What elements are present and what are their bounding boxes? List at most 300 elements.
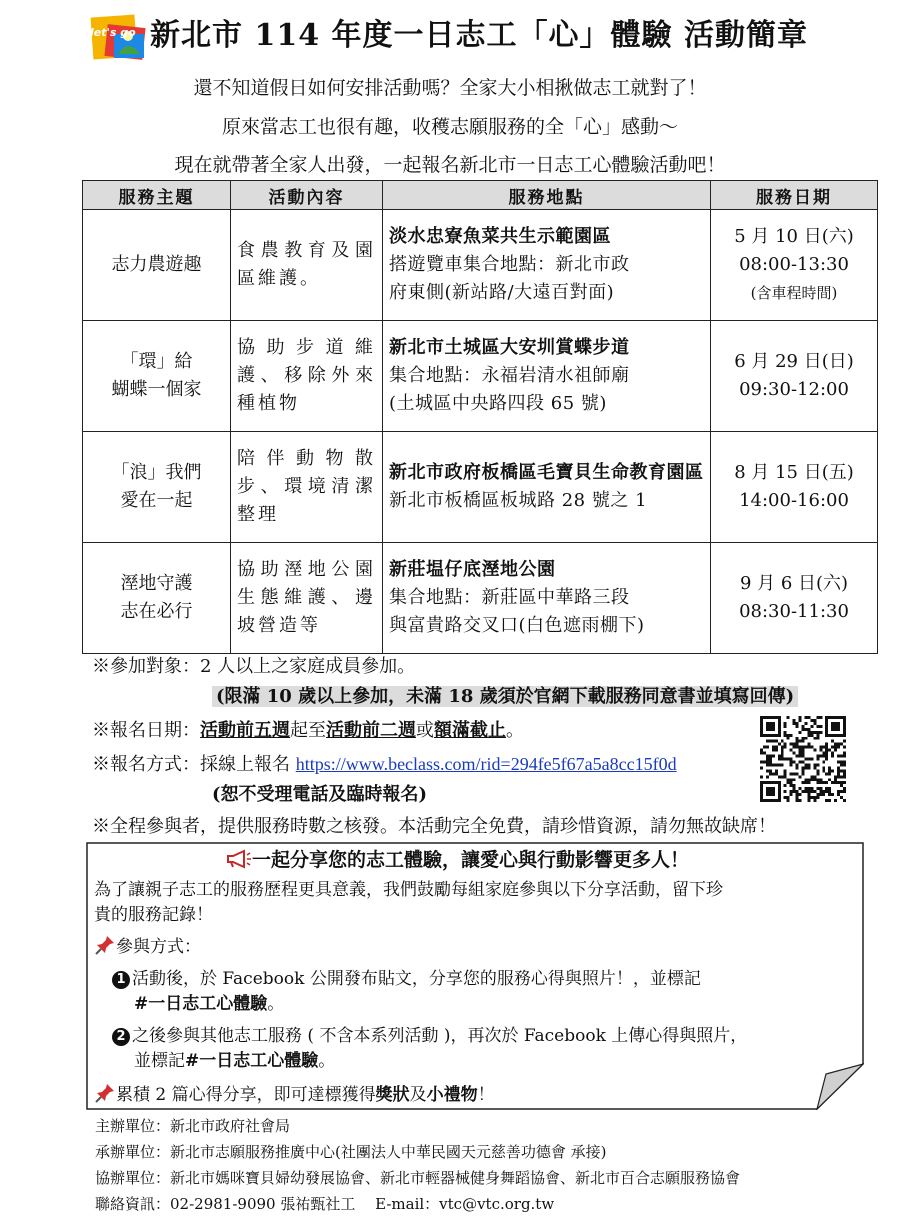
qr-module	[799, 799, 802, 802]
qr-module	[799, 716, 802, 719]
qr-module	[769, 728, 772, 731]
time-text: 14:00-16:00	[739, 490, 849, 511]
page-title: 新北市 114 年度一日志工「心」體驗 活動簡章	[150, 18, 808, 53]
qr-module	[834, 722, 837, 725]
qr-module	[843, 760, 846, 763]
qr-module	[840, 790, 843, 793]
qr-module	[772, 749, 775, 752]
qr-module	[799, 755, 802, 758]
place-cell	[383, 543, 711, 654]
qr-module	[813, 796, 816, 799]
qr-module	[825, 772, 828, 775]
theme-text: 志力農遊趣	[111, 254, 202, 275]
qr-module	[775, 769, 778, 772]
footer-co-organizer: 協辦單位：新北市媽咪寶貝婦幼發展協會、新北市輕器械健身舞蹈協會、新北市百合志願服務協會	[95, 1169, 741, 1187]
qr-module	[793, 778, 796, 781]
place-detail: 集合地點：永福岩清水祖師廟	[389, 365, 630, 386]
theme-text: 志在必行	[120, 601, 193, 622]
qr-module	[837, 722, 840, 725]
qr-module	[781, 775, 784, 778]
qr-module	[816, 781, 819, 784]
qr-module	[778, 796, 781, 799]
qr-module	[772, 793, 775, 796]
qr-module	[763, 746, 766, 749]
qr-module	[843, 740, 846, 743]
qr-module	[822, 746, 825, 749]
qr-module	[763, 734, 766, 737]
qr-module	[837, 746, 840, 749]
qr-module	[819, 749, 822, 752]
qr-module	[834, 734, 837, 737]
qr-module	[781, 740, 784, 743]
registration-date-note	[92, 718, 524, 744]
svg-text:let's go: let's go	[90, 26, 136, 39]
qr-module	[799, 787, 802, 790]
qr-module	[766, 760, 769, 763]
qr-module	[813, 778, 816, 781]
qr-module	[843, 799, 846, 802]
qr-module	[769, 763, 772, 766]
qr-module	[802, 772, 805, 775]
qr-module	[843, 746, 846, 749]
qr-module	[766, 775, 769, 778]
qr-module	[816, 731, 819, 734]
qr-module	[793, 719, 796, 722]
qr-module	[813, 763, 816, 766]
qr-module	[790, 778, 793, 781]
qr-module	[807, 763, 810, 766]
qr-module	[828, 749, 831, 752]
qr-module	[804, 737, 807, 740]
qr-module	[816, 758, 819, 761]
qr-module	[787, 796, 790, 799]
table-row	[83, 543, 878, 654]
qr-module	[802, 746, 805, 749]
qr-module	[763, 752, 766, 755]
step-2-row	[112, 1024, 747, 1049]
theme-text: 愛在一起	[120, 490, 193, 511]
footer-contact: 聯絡資訊：02-2981-9090 張祐甄社工 E-mail：vtc@vtc.org.tw	[95, 1195, 555, 1213]
qr-module	[760, 749, 763, 752]
qr-module	[840, 784, 843, 787]
qr-module	[766, 793, 769, 796]
qr-module	[772, 790, 775, 793]
qr-module	[822, 781, 825, 784]
qr-module	[793, 790, 796, 793]
qr-module	[831, 746, 834, 749]
qr-module	[793, 722, 796, 725]
share-box	[86, 842, 864, 1110]
step-1-text: 活動後，於 Facebook 公開發布貼文，分享您的服務心得與照片！，並標記	[132, 969, 701, 989]
qr-module	[813, 719, 816, 722]
qr-module	[802, 749, 805, 752]
qr-module	[843, 755, 846, 758]
qr-module	[799, 746, 802, 749]
step-1-number: 1	[112, 971, 130, 989]
qr-module	[819, 787, 822, 790]
qr-module	[813, 731, 816, 734]
qr-code[interactable]	[760, 716, 846, 802]
qr-module	[828, 769, 831, 772]
qr-module	[819, 716, 822, 719]
qr-module	[775, 781, 778, 784]
content-cell: 食農教育及園區維護。	[231, 210, 383, 321]
method-label: 參與方式：	[116, 937, 201, 957]
qr-module	[769, 740, 772, 743]
age-limit-text: (限滿 10 歲以上參加，未滿 18 歲須於官網下載服務同意書並填寫回傳)	[212, 686, 798, 707]
qr-module	[769, 755, 772, 758]
theme-text: 蝴蝶一個家	[111, 379, 202, 400]
qr-module	[787, 737, 790, 740]
theme-text: 「浪」我們	[111, 462, 202, 483]
place-detail: 新北市板橋區板城路 28 號之 1	[389, 490, 648, 511]
qr-module	[834, 781, 837, 784]
qr-module	[831, 755, 834, 758]
qr-module	[825, 758, 828, 761]
qr-module	[804, 778, 807, 781]
share-heading: 一起分享您的志工體驗，讓愛心與行動影響更多人！	[252, 849, 690, 871]
method-row	[94, 934, 201, 964]
qr-module	[810, 778, 813, 781]
qr-module	[816, 787, 819, 790]
qr-module	[769, 734, 772, 737]
qr-module	[778, 787, 781, 790]
place-detail: 府東側(新站路/大遠百對面)	[389, 282, 615, 303]
schedule-table	[82, 180, 878, 654]
place-title: 新北市土城區大安圳賞蝶步道	[389, 337, 630, 358]
qr-module	[796, 772, 799, 775]
qr-module	[796, 763, 799, 766]
qr-module	[799, 760, 802, 763]
qr-module	[840, 769, 843, 772]
qr-module	[775, 734, 778, 737]
qr-module	[822, 790, 825, 793]
qr-module	[822, 755, 825, 758]
qr-module	[778, 716, 781, 719]
qr-module	[766, 787, 769, 790]
qr-module	[763, 799, 766, 802]
qr-module	[837, 772, 840, 775]
qr-module	[825, 790, 828, 793]
qr-module	[775, 772, 778, 775]
reg-date-mid: 起至	[290, 720, 326, 741]
qr-module	[810, 758, 813, 761]
qr-module	[796, 793, 799, 796]
qr-module	[775, 746, 778, 749]
qr-module	[825, 749, 828, 752]
qr-module	[840, 775, 843, 778]
qr-module	[819, 781, 822, 784]
qr-module	[819, 746, 822, 749]
share-desc-line-2: 貴的服務記錄！	[94, 905, 213, 925]
qr-module	[810, 796, 813, 799]
intro-line-1: 還不知道假日如何安排活動嗎？全家大小相揪做志工就對了！	[193, 77, 707, 99]
qr-module	[831, 716, 834, 719]
qr-module	[784, 775, 787, 778]
date-cell	[711, 210, 878, 321]
content-cell: 協助步道維護、移除外來種植物	[231, 321, 383, 432]
qr-module	[802, 766, 805, 769]
qr-module	[766, 763, 769, 766]
reg-date-full: 額滿截止	[434, 720, 506, 741]
qr-module	[822, 793, 825, 796]
qr-module	[760, 760, 763, 763]
qr-module	[799, 719, 802, 722]
qr-module	[790, 763, 793, 766]
qr-module	[807, 781, 810, 784]
qr-module	[822, 769, 825, 772]
share-heading-row	[226, 848, 689, 876]
qr-module	[760, 722, 763, 725]
qr-module	[802, 760, 805, 763]
qr-module	[843, 763, 846, 766]
qr-module	[784, 722, 787, 725]
qr-module	[843, 731, 846, 734]
qr-module	[840, 760, 843, 763]
qr-module	[802, 737, 805, 740]
pushpin-icon	[94, 934, 116, 964]
step-1-tag-row	[134, 992, 284, 1017]
qr-module	[766, 781, 769, 784]
theme-text: 「環」給	[120, 351, 193, 372]
reward-gift: 小禮物	[426, 1085, 478, 1105]
qr-module	[769, 758, 772, 761]
pushpin-icon	[94, 1082, 116, 1112]
qr-module	[760, 734, 763, 737]
qr-module	[810, 790, 813, 793]
qr-module	[760, 793, 763, 796]
qr-module	[784, 772, 787, 775]
qr-module	[799, 731, 802, 734]
intro-line-3: 現在就帶著全家人出發，一起報名新北市一日志工心體驗活動吧！	[174, 154, 726, 176]
qr-module	[796, 743, 799, 746]
age-limit-note	[212, 684, 798, 710]
qr-module	[819, 793, 822, 796]
qr-module	[796, 799, 799, 802]
qr-module	[772, 746, 775, 749]
qr-module	[790, 749, 793, 752]
qr-module	[843, 725, 846, 728]
qr-module	[840, 743, 843, 746]
qr-module	[778, 799, 781, 802]
qr-module	[799, 793, 802, 796]
date-text: 5 月 10 日(六)	[734, 226, 854, 247]
qr-module	[781, 755, 784, 758]
qr-module	[760, 775, 763, 778]
qr-module	[769, 790, 772, 793]
qr-module	[784, 784, 787, 787]
qr-module	[796, 796, 799, 799]
qr-module	[807, 758, 810, 761]
qr-module	[834, 743, 837, 746]
place-cell	[383, 321, 711, 432]
qr-module	[769, 725, 772, 728]
qr-module	[778, 763, 781, 766]
qr-module	[831, 781, 834, 784]
reward-text: 累積 2 篇心得分享，即可達標獲得	[116, 1085, 376, 1105]
qr-module	[796, 766, 799, 769]
qr-module	[766, 722, 769, 725]
registration-method-note	[92, 751, 677, 778]
qr-module	[828, 790, 831, 793]
table-row	[83, 321, 878, 432]
qr-module	[804, 787, 807, 790]
qr-module	[787, 778, 790, 781]
qr-module	[837, 760, 840, 763]
qr-module	[819, 790, 822, 793]
qr-module	[840, 716, 843, 719]
qr-module	[793, 743, 796, 746]
qr-module	[787, 734, 790, 737]
qr-module	[793, 772, 796, 775]
step-1-end: 。	[267, 994, 285, 1014]
time-text: 09:30-12:00	[739, 379, 849, 400]
qr-module	[837, 781, 840, 784]
qr-module	[778, 731, 781, 734]
qr-module	[763, 781, 766, 784]
header-content: 活動內容	[231, 181, 383, 210]
date-text: 8 月 15 日(五)	[734, 462, 854, 483]
qr-module	[843, 775, 846, 778]
qr-module	[784, 790, 787, 793]
table-row	[83, 210, 878, 321]
qr-module	[813, 737, 816, 740]
place-detail: 搭遊覽車集合地點：新北市政	[389, 254, 630, 275]
qr-module	[819, 755, 822, 758]
step-2-tag-row	[134, 1049, 335, 1074]
qr-module	[840, 755, 843, 758]
qr-module	[831, 725, 834, 728]
place-title: 新北市政府板橋區毛寶貝生命教育園區	[389, 462, 704, 483]
qr-module	[807, 743, 810, 746]
qr-module	[802, 752, 805, 755]
qr-module	[796, 722, 799, 725]
qr-module	[799, 740, 802, 743]
qr-module	[766, 799, 769, 802]
qr-module	[760, 728, 763, 731]
qr-module	[766, 728, 769, 731]
qr-module	[813, 749, 816, 752]
qr-module	[807, 796, 810, 799]
qr-module	[825, 752, 828, 755]
date-text: 9 月 6 日(六)	[739, 573, 849, 594]
qr-module	[843, 734, 846, 737]
registration-link[interactable]: https://www.beclass.com/rid=294fe5f67a5a8cc15f0d	[295, 754, 677, 774]
qr-module	[825, 781, 828, 784]
qr-module	[775, 763, 778, 766]
qr-module	[816, 734, 819, 737]
qr-module	[781, 746, 784, 749]
qr-module	[843, 790, 846, 793]
theme-cell	[83, 432, 231, 543]
qr-module	[796, 755, 799, 758]
qr-module	[802, 740, 805, 743]
date-cell	[711, 432, 878, 543]
qr-module	[760, 799, 763, 802]
qr-module	[813, 722, 816, 725]
qr-module	[822, 760, 825, 763]
qr-module	[804, 758, 807, 761]
qr-module	[787, 758, 790, 761]
qr-module	[825, 716, 828, 719]
qr-module	[784, 734, 787, 737]
qr-module	[837, 775, 840, 778]
content-cell: 陪伴動物散步、環境清潔整理	[231, 432, 383, 543]
qr-module	[816, 737, 819, 740]
qr-module	[837, 769, 840, 772]
qr-module	[810, 719, 813, 722]
qr-module	[816, 796, 819, 799]
place-cell	[383, 210, 711, 321]
qr-module	[778, 719, 781, 722]
qr-module	[804, 766, 807, 769]
qr-module	[775, 799, 778, 802]
qr-module	[807, 799, 810, 802]
qr-module	[831, 722, 834, 725]
qr-module	[769, 787, 772, 790]
qr-module	[790, 758, 793, 761]
qr-module	[807, 766, 810, 769]
qr-module	[813, 799, 816, 802]
qr-module	[793, 787, 796, 790]
qr-module	[769, 793, 772, 796]
qr-module	[843, 781, 846, 784]
qr-module	[813, 766, 816, 769]
qr-module	[760, 784, 763, 787]
qr-module	[825, 728, 828, 731]
qr-module	[790, 734, 793, 737]
qr-module	[816, 725, 819, 728]
qr-module	[769, 716, 772, 719]
theme-cell	[83, 543, 231, 654]
qr-module	[781, 758, 784, 761]
share-desc-line-1: 為了讓親子志工的服務歷程更具意義，我們鼓勵每組家庭參與以下分享活動，留下珍	[94, 880, 723, 900]
time-text: 08:30-11:30	[739, 601, 849, 622]
qr-module	[763, 716, 766, 719]
qr-module	[766, 740, 769, 743]
qr-module	[769, 799, 772, 802]
qr-module	[825, 722, 828, 725]
qr-module	[810, 734, 813, 737]
qr-module	[840, 796, 843, 799]
qr-module	[772, 772, 775, 775]
qr-module	[804, 763, 807, 766]
qr-module	[843, 787, 846, 790]
qr-module	[840, 734, 843, 737]
reward-certificate: 獎狀	[375, 1085, 410, 1105]
reg-date-period: 。	[506, 720, 524, 741]
reward-row	[94, 1082, 495, 1112]
step-2-end: 。	[318, 1051, 336, 1071]
qr-module	[843, 769, 846, 772]
qr-module	[825, 734, 828, 737]
place-detail: 集合地點：新莊區中華路三段	[389, 587, 630, 608]
qr-module	[802, 728, 805, 731]
qr-module	[784, 769, 787, 772]
qr-module	[787, 781, 790, 784]
qr-module	[766, 755, 769, 758]
step-2-text: 之後參與其他志工服務 ( 不含本系列活動 )，再次於 Facebook 上傳心得與照片，	[132, 1026, 748, 1046]
qr-module	[775, 740, 778, 743]
qr-module	[787, 799, 790, 802]
qr-module	[766, 758, 769, 761]
qr-module	[778, 725, 781, 728]
qr-module	[784, 758, 787, 761]
qr-module	[831, 793, 834, 796]
qr-module	[790, 760, 793, 763]
qr-module	[769, 722, 772, 725]
qr-module	[790, 784, 793, 787]
